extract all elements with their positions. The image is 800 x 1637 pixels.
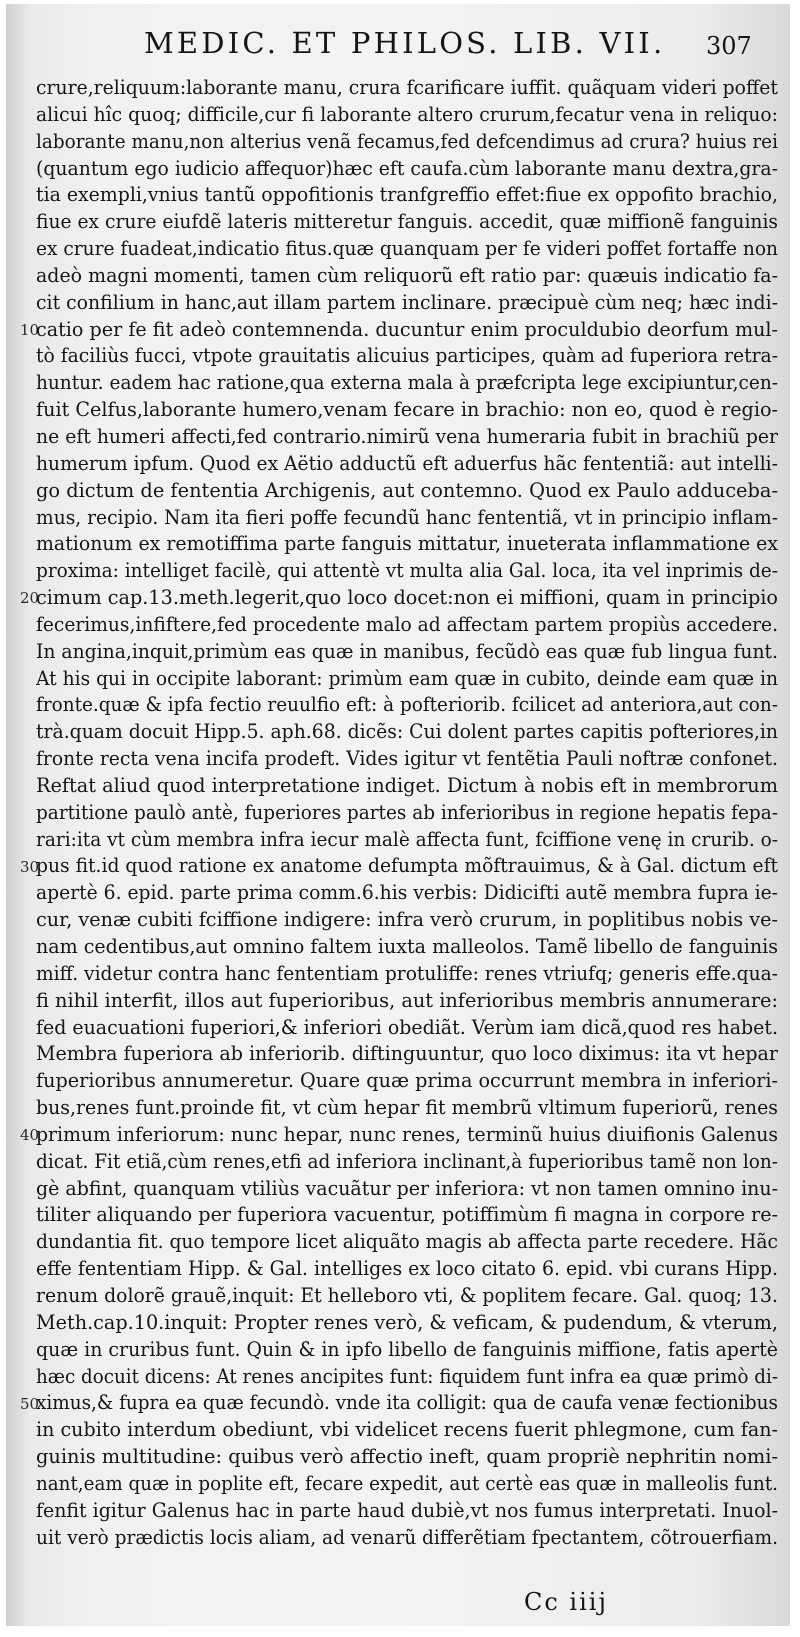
text-line [36,718,784,745]
text-line [36,504,784,531]
text-line-content: crure,reliquum:laborante manu, crura fcarificare iuffit. quãquam videri poffet [36,75,778,99]
text-line-content: cur, venæ cubiti fciffione indigere: infra verò crurum, in poplitibus nobis ve- [36,907,778,932]
text-line-content: humerum ipfum. Quod ex Aëtio adductũ eft aduerfus hãc fententiã: aut intelli- [36,450,778,475]
text-line [36,1228,784,1255]
text-line [36,1389,784,1416]
text-line [36,826,784,853]
text-line [36,1175,784,1202]
text-line-content: fuit Celfus,laborante humero,venam fecare in brachio: non eo, quod è regio- [36,397,778,422]
text-line-content: tò faciliùs fucci, vtpote grauitatis alicuius participes, quàm ad fuperiora retra- [36,343,779,368]
text-line-content: fuperioribus annumeretur. Quare quæ prima occurrunt membra in inferiori- [36,1068,779,1093]
text-line [36,1282,784,1309]
text-line-content: tia exempli,vnius tantũ oppofitionis tranfgreffio effet:fiue ex oppofito brachio, [36,182,779,207]
text-line [36,1201,784,1228]
text-line-content: partitione paulò antè, fuperiores partes ab inferioribus in regione hepatis fepa- [36,799,778,824]
text-line [36,1470,784,1497]
text-line [36,1524,784,1551]
text-line-content: fronte recta vena incifa prodeft. Vides igitur vt fentẽtia Pauli noftræ confonet. [36,746,778,771]
text-line [36,74,784,101]
text-line [36,155,784,182]
text-line-content: fenfit igitur Galenus hac in parte haud dubiè,vt nos fumus interpretati. Inuol- [36,1497,779,1522]
text-line-content: adeò magni momenti, tamen cùm reliquorũ eft ratio par: quæuis indicatio fa- [36,262,779,287]
text-line-content: proxima: intelliget facilè, qui attentè vt multa alia Gal. loca, ita vel inprimis de- [36,558,778,583]
text-line [36,262,784,289]
page-header [6,26,790,68]
text-line-content: laborante manu,non alterius venã fecamus,fed defcendimus ad crura? huius rei [36,128,778,153]
page-number: 307 [706,32,752,60]
text-line-content: guinis multitudine: quibus verò affectio ineft, quam propriè nephritin nomi- [36,1444,779,1469]
text-line [36,557,784,584]
text-line [36,933,784,960]
text-line [36,745,784,772]
text-line [36,879,784,906]
text-line [36,1094,784,1121]
text-line-content: gè abfint, quanquam vtiliùs vacuãtur per inferiora: vt non tamen omnino inu- [36,1175,778,1200]
text-line [36,772,784,799]
text-line-content: effe fententiam Hipp. & Gal. intelliges ex loco citato 6. epid. vbi curans Hipp. [36,1256,779,1281]
text-line-content: fronte.quæ & ipfa fectio reuulfio eft: à pofteriorib. fcilicet ad anteriora,aut con- [36,692,778,717]
text-line-content: fed euacuationi fuperiori,& inferiori obediãt. Verùm iam dicã,quod res habet. [36,1014,779,1039]
text-line-content: Reftat aliud quod interpretatione indiget. Dictum à nobis eft in membrorum [36,772,778,797]
text-line [36,316,784,343]
text-line-content: go dictum de fententia Archigenis, aut contemno. Quod ex Paulo adduceba- [36,477,779,502]
text-line-content: alicui hîc quoq; difficile,cur fi laborante altero crurum,fecatur vena in reliquo: [36,101,778,126]
running-title: MEDIC. ET PHILOS. LIB. VII. [144,26,666,60]
text-line-content: fi nihil interfit, illos aut fuperioribus, aut inferioribus membris annumerare: [36,987,779,1012]
text-line-content: dundantia fit. quo tempore licet aliquãto magis ab affecta parte recedere. Hãc [36,1229,779,1254]
text-line-content: uit verò prædictis locis aliam, ad venarũ differẽtiam fpectantem, cõtrouerfiam. [36,1524,778,1549]
text-line-content: ximus,& fupra ea quæ fecundò. vnde ita colligit: qua de caufa venæ fectionibus [36,1390,778,1415]
text-line [36,1121,784,1148]
text-line-content: cit confilium in hanc,aut illam partem inclinare. præcipuè cùm neq; hæc indi- [36,289,778,314]
text-line [36,906,784,933]
text-line-content: hæc docuit dicens: At renes ancipites funt: fiquidem funt infra ea quæ primò di- [36,1363,778,1388]
text-line [36,1014,784,1041]
text-line-content: (quantum ego iudicio affequor)hæc eft caufa.cùm laborante manu dextra,gra- [36,155,778,180]
text-line-content: dicat. Fit etiã,cùm renes,etfi ad inferiora inclinant,à fuperioribus tamẽ non lon- [36,1148,778,1173]
text-line-content: nam cedentibus,aut omnino faltem iuxta malleolos. Tamẽ libello de fanguinis [36,934,779,958]
book-page [6,4,790,1626]
text-line [36,396,784,423]
text-line [36,584,784,611]
text-line [36,1040,784,1067]
text-line-content: fiue ex crure eiufdẽ lateris mitteretur fanguis. accedit, quæ miffionẽ fanguinis [36,209,779,234]
text-line-content: rari:ita vt cùm membra infra iecur malè affecta funt, fciffione venę in crurib. o- [36,826,779,851]
text-line [36,423,784,450]
text-line-content: mationum ex remotiffima parte fanguis mittatur, inueterata inflammatione ex [36,531,779,556]
text-line [36,1443,784,1470]
text-line [36,691,784,718]
text-line [36,450,784,477]
text-line [36,1336,784,1363]
text-line [36,342,784,369]
text-line [36,1255,784,1282]
text-line [36,369,784,396]
text-line-content: tiliter aliquando per fuperiora vacuentur, potiffimùm fi magna in corpore re- [36,1202,779,1227]
margin-line-number: 10 [20,320,40,339]
text-line [36,638,784,665]
margin-line-number: 40 [20,1126,40,1145]
text-line [36,1067,784,1094]
text-line [36,1148,784,1175]
text-line-content: mus, recipio. Nam ita fieri poffe fecundũ hanc fententiã, vt in principio inflam- [36,504,779,529]
text-line [36,530,784,557]
text-line-content: Membra fuperiora ab inferiorib. diftinguuntur, quo loco diximus: ita vt hepar [36,1041,778,1066]
text-line-content: fecerimus,infiftere,fed procedente malo ad affectam partem propiùs accedere. [36,611,779,636]
text-line-content: primum inferiorum: nunc hepar, nunc renes, terminũ huius diuifionis Galenus [36,1121,779,1146]
text-line-content: in cubito interdum obediunt, vbi videlicet recens fuerit phlegmone, cum fan- [36,1417,779,1442]
margin-line-number: 50 [20,1394,40,1413]
text-line [36,611,784,638]
text-line-content: apertè 6. epid. parte prima comm.6.his verbis: Didicifti autẽ membra fupra ie- [36,880,779,905]
text-line-content: nant,eam quæ in poplite eft, fecare expedit, aut certè eas quæ in malleolis funt. [36,1470,778,1495]
text-line [36,289,784,316]
text-line [36,1309,784,1336]
text-line [36,852,784,879]
text-line-content: trà.quam docuit Hipp.5. aph.68. dicẽs: Cui dolent partes capitis pofteriores,in [36,719,778,744]
text-line-content: cimum cap.13.meth.legerit,quo loco docet:non ei miffioni, quam in principio [36,585,778,610]
text-line-content: In angina,inquit,primùm eas quæ in manibus, fecũdò eas quæ fub lingua funt. [36,638,779,663]
text-line [36,235,784,262]
text-line [36,181,784,208]
text-line-content: catio per fe fit adeò contemnenda. ducuntur enim proculdubio deorfum mul- [36,316,778,341]
text-line [36,987,784,1014]
text-line [36,1497,784,1524]
text-line-content: miff. videtur contra hanc fententiam protuliffe: renes vtriufq; generis effe.qua- [36,960,778,985]
margin-line-number: 20 [20,589,40,608]
text-line [36,101,784,128]
text-line [36,128,784,155]
text-line-content: renum dolorẽ grauẽ,inquit: Et helleboro vti, & poplitem fecare. Gal. quoq; 13. [36,1282,778,1307]
text-line-content: bus,renes funt.proinde fit, vt cùm hepar fit membrũ vltimum fuperiorũ, renes [36,1095,779,1120]
text-line-content: ne eft humeri affecti,fed contrario.nimirũ vena humeraria fubit in brachiũ per [36,423,778,448]
text-line [36,665,784,692]
text-line-content: pus fit.id quod ratione ex anatome defumpta mõftrauimus, & à Gal. dictum eft [36,853,779,878]
text-line-content: quæ in cruribus funt. Quin & in ipfo libello de fanguinis miffione, fatis apertè [36,1336,779,1361]
text-line [36,477,784,504]
text-line-content: ex crure fuadeat,indicatio fitus.quæ quanquam per fe videri poffet fortaffe non [36,236,778,261]
body-text [36,74,784,1550]
text-line [36,799,784,826]
text-line-content: Meth.cap.10.inquit: Propter renes verò, & veficam, & pudendum, & vterum, [36,1309,778,1334]
text-line [36,960,784,987]
text-line [36,1416,784,1443]
signature-mark: Cc iiij [524,1588,608,1616]
text-line-content: huntur. eadem hac ratione,qua externa mala à præfcripta lege excipiuntur,cen- [36,370,778,395]
text-line [36,1363,784,1390]
margin-line-number: 30 [20,857,40,876]
text-line [36,208,784,235]
text-line-content: At his qui in occipite laborant: primùm eam quæ in cubito, deinde eam quæ in [36,665,779,690]
